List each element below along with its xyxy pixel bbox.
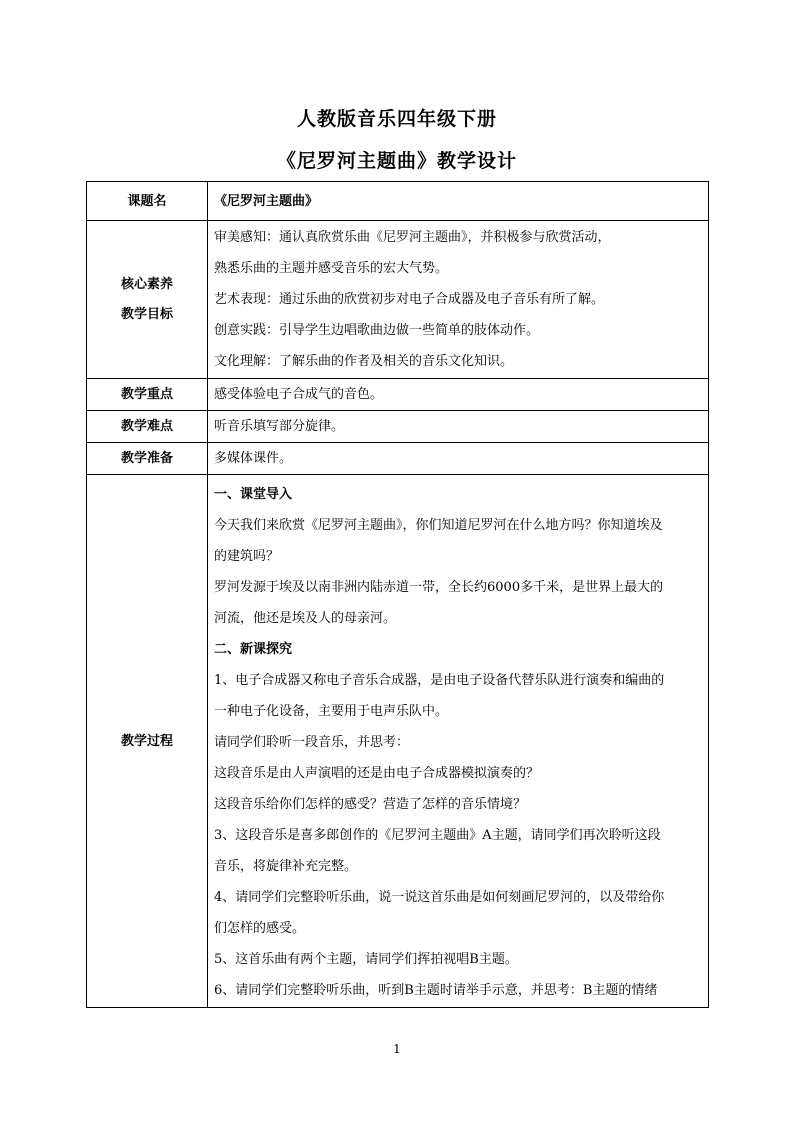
process-line: 1、电子合成器又称电子音乐合成器，是由电子设备代替乐队进行演奏和编曲的 <box>214 673 665 688</box>
goal-line: 艺术表现：通过乐曲的欣赏初步对电子合成器及电子音乐有所了解。 <box>214 292 605 307</box>
table-row-difficulty <box>87 411 709 443</box>
process-label: 教学过程 <box>87 475 208 1008</box>
process-line: 6、请同学们完整聆听乐曲，听到B主题时请举手示意，并思考：B主题的情绪 <box>214 983 658 998</box>
document-subtitle: 《尼罗河主题曲》教学设计 <box>276 150 517 172</box>
key-point-label: 教学重点 <box>87 379 208 411</box>
difficulty-value: 听音乐填写部分旋律。 <box>208 411 709 443</box>
page-number: 1 <box>393 1042 401 1056</box>
lesson-plan-table <box>86 181 709 1008</box>
goals-label <box>87 221 208 379</box>
preparation-value: 多媒体课件。 <box>208 443 709 475</box>
goal-line: 创意实践：引导学生边唱歌曲边做一些简单的肢体动作。 <box>214 323 540 338</box>
process-line: 音乐，将旋律补充完整。 <box>214 859 358 874</box>
topic-value: 《尼罗河主题曲》 <box>208 182 709 221</box>
process-line: 的建筑吗？ <box>214 549 280 564</box>
table-row-preparation <box>87 443 709 475</box>
goals-content <box>208 221 709 379</box>
preparation-label: 教学准备 <box>87 443 208 475</box>
process-content <box>208 475 709 1008</box>
table-row-topic <box>87 182 709 221</box>
process-line: 这段音乐给你们怎样的感受？营造了怎样的音乐情境？ <box>214 797 527 812</box>
process-line: 罗河发源于埃及以南非洲内陆赤道一带，全长约6000多千米，是世界上最大的 <box>214 580 664 595</box>
section-heading: 一、课堂导入 <box>214 487 293 502</box>
table-row-goals <box>87 221 709 379</box>
process-line: 们怎样的感受。 <box>214 921 306 936</box>
key-point-value: 感受体验电子合成气的音色。 <box>208 379 709 411</box>
process-line: 请同学们聆听一段音乐，并思考： <box>214 735 410 750</box>
topic-label: 课题名 <box>87 182 208 221</box>
table-row-key-point <box>87 379 709 411</box>
process-line: 一种电子化设备，主要用于电声乐队中。 <box>214 704 449 719</box>
process-line: 4、请同学们完整聆听乐曲，说一说这首乐曲是如何刻画尼罗河的，以及带给你 <box>214 890 665 905</box>
goal-line: 熟悉乐曲的主题并感受音乐的宏大气势。 <box>214 261 449 276</box>
process-line: 今天我们来欣赏《尼罗河主题曲》，你们知道尼罗河在什么地方吗？你知道埃及 <box>214 518 663 533</box>
section-heading: 二、新课探究 <box>214 642 293 657</box>
goals-label-line1: 核心素养 <box>120 276 173 292</box>
goal-line: 文化理解：了解乐曲的作者及相关的音乐文化知识。 <box>214 354 514 369</box>
table-row-process <box>87 475 709 1008</box>
process-line: 河流，他还是埃及人的母亲河。 <box>214 611 397 626</box>
goal-line: 审美感知：通认真欣赏乐曲《尼罗河主题曲》，并积极参与欣赏活动， <box>214 230 611 245</box>
process-line: 这段音乐是由人声演唱的还是由电子合成器模拟演奏的？ <box>214 766 540 781</box>
process-line: 5、这首乐曲有两个主题，请同学们挥拍视唱B主题。 <box>214 952 518 967</box>
process-line: 3、这段音乐是喜多郎创作的《尼罗河主题曲》A主题，请同学们再次聆听这段 <box>214 828 661 843</box>
goals-label-line2: 教学目标 <box>120 306 173 322</box>
difficulty-label: 教学难点 <box>87 411 208 443</box>
document-title: 人教版音乐四年级下册 <box>296 108 497 130</box>
